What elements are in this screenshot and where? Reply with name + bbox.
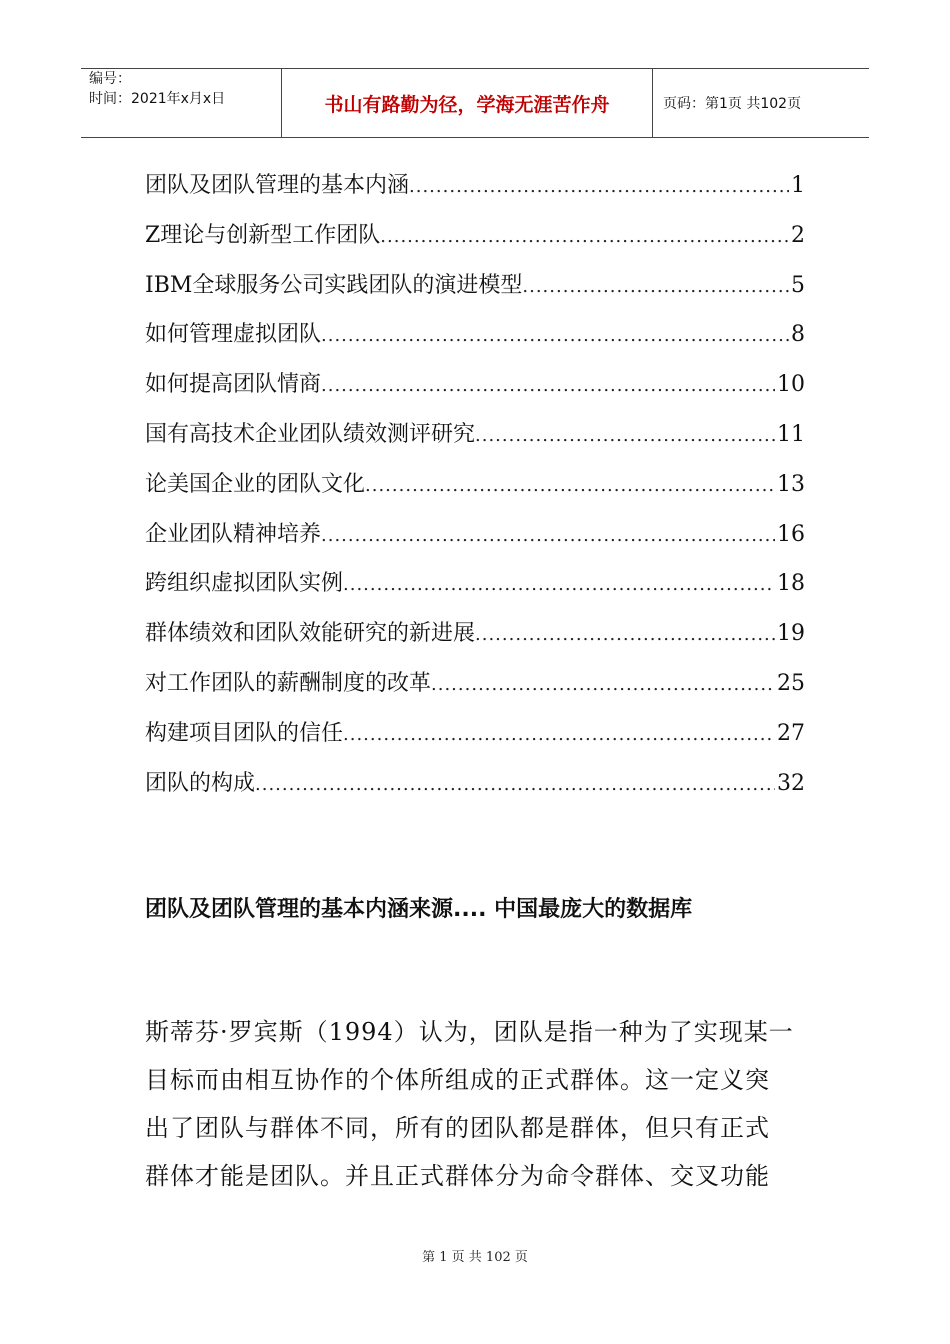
body-line: 出了团队与群体不同，所有的团队都是群体，但只有正式 — [145, 1114, 770, 1142]
toc-entry-title: 团队的构成 — [145, 770, 256, 796]
toc-entry[interactable] — [145, 365, 805, 415]
toc-leader-dots — [321, 516, 775, 556]
table-of-contents — [145, 166, 805, 813]
header-motto: 书山有路勤为径，学海无涯苦作舟 — [324, 93, 610, 116]
toc-leader-dots — [522, 267, 789, 307]
toc-entry[interactable] — [145, 415, 805, 465]
toc-entry[interactable] — [145, 614, 805, 664]
toc-leader-dots — [431, 665, 775, 705]
toc-leader-dots — [321, 316, 789, 356]
toc-entry-page: 11 — [777, 421, 805, 447]
section-heading: 团队及团队管理的基本内涵来源.... 中国最庞大的数据库 — [145, 897, 693, 922]
toc-leader-dots — [343, 565, 775, 605]
toc-entry-title: 如何管理虚拟团队 — [145, 322, 322, 348]
toc-entry-page: 8 — [791, 322, 805, 348]
toc-entry-page: 25 — [777, 670, 805, 696]
page-footer: 第 1 页 共 102 页 — [422, 1250, 528, 1265]
toc-entry-page: 5 — [791, 272, 805, 298]
header-number-label: 编号： — [89, 71, 131, 87]
toc-entry-page: 1 — [791, 173, 805, 198]
toc-entry-page: 10 — [777, 372, 805, 398]
toc-leader-dots — [380, 217, 789, 257]
toc-leader-dots — [475, 416, 775, 456]
toc-entry[interactable] — [145, 664, 805, 714]
body-line: 群体才能是团队。并且正式群体分为命令群体、交叉功能 — [145, 1162, 770, 1190]
toc-entry[interactable] — [145, 714, 805, 764]
body-line: 目标而由相互协作的个体所组成的正式群体。这一定义突 — [145, 1066, 770, 1094]
toc-leader-dots — [343, 715, 775, 755]
body-line: 斯蒂芬·罗宾斯（1994）认为，团队是指一种为了实现某一 — [145, 1018, 794, 1046]
toc-entry[interactable] — [145, 564, 805, 614]
toc-entry-page: 18 — [777, 571, 805, 597]
toc-entry-title: 对工作团队的薪酬制度的改革 — [145, 670, 432, 696]
toc-entry-title: 群体绩效和团队效能研究的新进展 — [145, 621, 476, 647]
toc-entry[interactable] — [145, 266, 805, 316]
toc-entry[interactable] — [145, 515, 805, 565]
toc-entry-page: 13 — [777, 471, 805, 497]
toc-entry-title: 国有高技术企业团队绩效测评研究 — [145, 421, 476, 447]
header-time-label: 时间：2021年x月x日 — [89, 91, 226, 107]
toc-entry[interactable] — [145, 465, 805, 515]
toc-entry[interactable] — [145, 315, 805, 365]
toc-entry-title: IBM全球服务公司实践团队的演进模型 — [145, 272, 523, 298]
body-paragraph — [145, 1008, 805, 1200]
toc-entry-page: 27 — [777, 720, 805, 746]
toc-entry-title: 跨组织虚拟团队实例 — [145, 571, 344, 597]
toc-entry[interactable] — [145, 764, 805, 814]
toc-entry-title: 团队及团队管理的基本内涵 — [145, 173, 410, 198]
toc-entry[interactable] — [145, 166, 805, 216]
toc-leader-dots — [255, 765, 775, 805]
header-meta — [81, 69, 281, 137]
toc-leader-dots — [475, 615, 775, 655]
toc-entry-title: 构建项目团队的信任 — [145, 720, 344, 746]
toc-entry-page: 32 — [777, 770, 805, 796]
toc-entry-title: 如何提高团队情商 — [145, 372, 322, 398]
toc-entry-page: 19 — [777, 621, 805, 647]
toc-entry-title: 企业团队精神培养 — [145, 521, 322, 547]
toc-leader-dots — [365, 466, 775, 506]
document-header — [81, 68, 869, 138]
toc-entry-page: 16 — [777, 521, 805, 547]
toc-leader-dots — [321, 366, 775, 406]
toc-entry-page: 2 — [791, 222, 805, 248]
header-motto-cell — [281, 69, 653, 137]
header-page-info: 页码：第1页 共102页 — [663, 96, 802, 112]
toc-entry-title: Z理论与创新型工作团队 — [145, 222, 381, 248]
toc-entry[interactable] — [145, 216, 805, 266]
toc-leader-dots — [409, 167, 789, 207]
toc-entry-title: 论美国企业的团队文化 — [145, 471, 366, 497]
